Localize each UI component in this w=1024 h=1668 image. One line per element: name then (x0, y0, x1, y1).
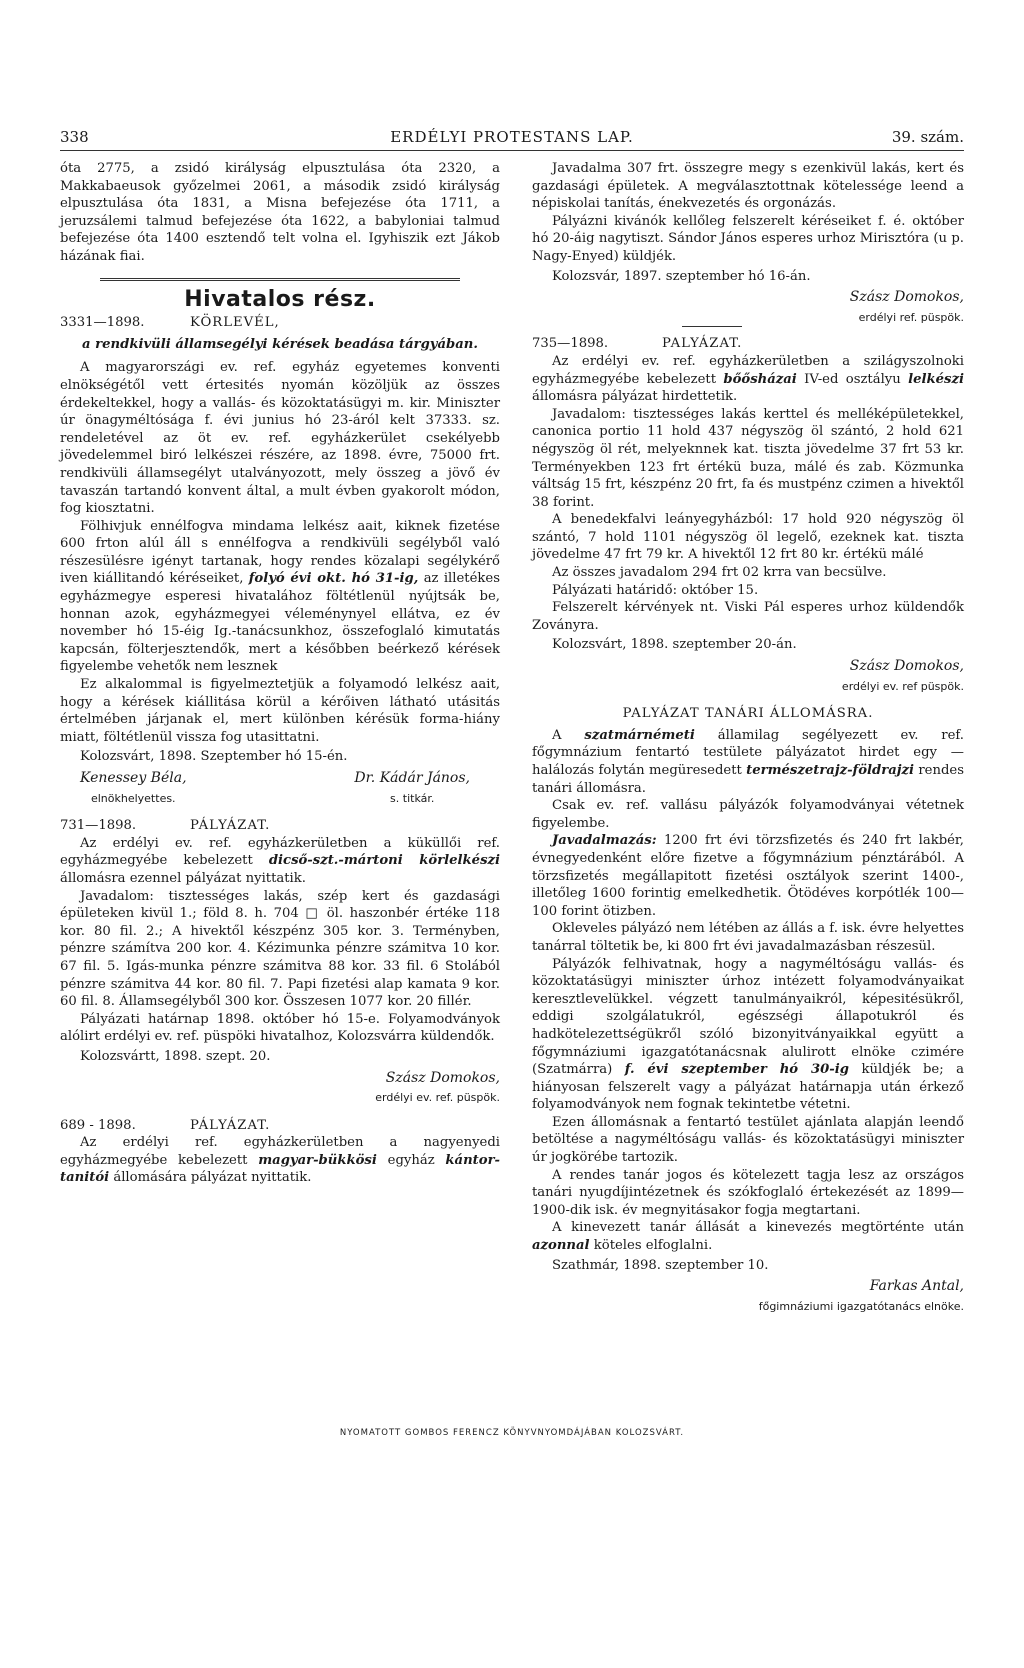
signature-block (532, 1278, 964, 1315)
signature-block (532, 658, 964, 695)
running-title: ERDÉLYI PROTESTANS LAP. (390, 128, 634, 146)
running-header (60, 128, 964, 150)
korlevel-signatures (60, 770, 500, 807)
notice-date: Kolozsvártt, 1898. szept. 20. (80, 1048, 271, 1064)
tanari-palyazat-title: PALYÁZAT TANÁRI ÁLLOMÁSRA. (622, 706, 874, 722)
notice-paragraph: A szatmárnémeti államilag segélyezett ev. ref. főgymnázium fentartó testülete pályázatot hirdet egy — halálozás folytán megüresedett természetrajz-földrajzi rendes tanári állomásra. (532, 727, 964, 796)
notice-paragraph: Ezen állomásnak a fentartó testület ajánlata alapján leendő betöltése a nagyméltóságu vallás- és közoktatásügyi miniszter úr jogkörébe tartozik. (532, 1114, 964, 1166)
section-divider (100, 278, 460, 281)
korlevel-paragraph: A magyarországi ev. ref. egyház egyetemes konventi elnökségétől vett értesités nyomán közöljük az összes érdekeltekkel, hogy a vallás- és közoktatásügyi m. kir. Miniszter úr önagyméltósága f. évi junius hó 23-áról kelt 37333. sz. rendeletével az öt ev. ref. egyházkerület csekélyebb jövedelemmel biró lelkészei részére, az 1898. évre, 75000 frt. rendkivüli államsegélyt utalványozott, mely összeg a jövő év tavaszán tartandó konvent által, a mult évben gyakorolt módon, fog kiosztatni. (60, 360, 500, 517)
post-name-emphasis: lelkészi (908, 371, 964, 387)
signature-block (354, 770, 470, 807)
village-emphasis: magyar-bükkösi (258, 1152, 377, 1168)
notice-paragraph: Javadalmazás: 1200 frt évi törzsfizetés és 240 frt lakbér, évnegyedenként előre fizetve a főgymnázium pénztárából. A törzsfizetés megállapitott fizetési osztályok szerint 1400-, illetőleg 1600 forintig emelkedhetik. Ötödéves korpótlék 100—100 forint ötizben. (532, 833, 964, 919)
deadline-emphasis: f. évi szeptember hó 30-ig (624, 1062, 850, 1078)
signatory-rank: elnökhelyettes. (90, 791, 176, 805)
post-name-emphasis: dicső-szt.-mártoni körlelkészi (268, 853, 500, 869)
notice-paragraph: Okleveles pályázó nem létében az állás a f. isk. évre helyettes tanárral töltetik be, ki 800 frt évi javadalmazásban részesül. (532, 921, 964, 954)
signatory-rank: erdélyi ev. ref püspök. (841, 679, 964, 693)
intro-paragraph: óta 2775, a zsidó királyság elpusztulása óta 2320, a Makkabaeusok győzelmei 2061, a második zsidó királyság elpusztulása óta 1831, a Misna befejezése óta 1711, a jeruzsálemi talmud befejezése óta 1622, a babyloniai talmud befejezése óta 1400 esztendő telt volna el. Igyhiszik ezt Jákob házának fiai. (60, 161, 500, 264)
deadline-emphasis: folyó évi okt. hó 31-ig, (248, 571, 419, 587)
palyazat-689-heading (60, 1117, 500, 1135)
notice-date: Kolozsvárt, 1898. szeptember 20-án. (552, 637, 797, 653)
notice-title: PÁLYÁZAT. (190, 1117, 271, 1133)
notice-number: 735—1898. (532, 336, 609, 352)
left-column (60, 160, 500, 1187)
notice-paragraph: Pályázati határnap 1898. október hó 15-e. Folyamodványok alólirt erdélyi ev. ref. püspöki hivatalhoz, Kolozsvárra küldendők. (60, 1011, 500, 1045)
notice-paragraph: Pályázati határidő: október 15. (552, 582, 759, 598)
korlevel-number: 3331—1898. (60, 315, 145, 331)
signatory-name: Dr. Kádár János, (354, 770, 470, 786)
signatory-name: Szász Domokos, (385, 1069, 500, 1086)
village-emphasis: bőősházai (723, 371, 797, 387)
signatory-name: Kenessey Béla, (80, 770, 187, 786)
right-column (532, 160, 964, 1315)
notice-paragraph: A rendes tanár jogos és kötelezett tagja lesz az országos tanári nyugdíjintézetnek és szókfoglaló értekezését az 1899—1900-dik isk. év megnyitásakor fogja megtartani. (532, 1167, 964, 1218)
signature-block (532, 289, 964, 326)
header-rule (60, 150, 964, 151)
notice-paragraph: Javadalma 307 frt. összegre megy s ezenkivül lakás, kert és gazdasági épületek. A megválasztottnak kötelessége leend a népiskolai tanítás, énekvezetés és orgonázás. (532, 161, 964, 212)
city-emphasis: szatmárnémeti (584, 727, 695, 743)
notice-paragraph: Javadalom: tisztességes lakás, szép kert és gazdasági épületeken kivül 1.; föld 8. h. 704 □ öl. haszonbér értéke 118 kor. 80 fil. 2.; A hivektől készpénz 305 kor. 3. Terményben, pénzre számítva 200 kor. 4. Kézimunka pénzre számitva 10 kor. 67 fil. 5. Igás-munka pénzre számitva 88 kor. 33 fil. 6 Stolából pénzre számitva 44 kor. 80 fil. 7. Papi fizetési alap kamata 9 kor. 60 fil. 8. Államsegélyből 300 kor. Összesen 1077 kor. 20 fillér. (60, 888, 500, 1010)
subject-emphasis: természetrajz-földrajzi (746, 763, 915, 778)
notice-paragraph: Javadalom: tisztességes lakás kerttel és melléképületekkel, canonica portio 11 hold 437 négyszög öl szántó, 2 hold 621 négyszög öl rét, melyeknnek kat. tiszta jövedelme 37 frt 53 kr. Terményekben 123 frt értékü buza, málé és zab. Közmunka váltság 15 frt, készpénz 20 frt, fa és mustpénz czimen a hivektől 38 forint. (532, 406, 964, 510)
issue-number: 39. szám. (891, 128, 964, 146)
notice-paragraph: A kinevezett tanár állását a kinevezés megtörténte után azonnal köteles elfoglalni. (532, 1220, 964, 1254)
section-title: Hivatalos rész. (184, 286, 376, 312)
notice-paragraph: Az erdélyi ref. egyházkerületben a nagyenyedi egyházmegyébe kebelezett magyar-bükkösi egyház kántor-tanitói állomására pályázat nyittatik. (60, 1135, 500, 1186)
printer-imprint: NYOMATOTT GOMBOS FERENCZ KÖNYVNYOMDÁJÁBAN KOLOZSVÁRT. (339, 1428, 685, 1438)
notice-title: PÁLYÁZAT. (190, 818, 271, 834)
palyazat-735-heading (532, 335, 964, 353)
signatory-rank: s. titkár. (390, 791, 435, 805)
notice-title: PALYÁZAT. (662, 336, 743, 352)
notice-paragraph: Az összes javadalom 294 frt 02 krra van becsülve. (552, 565, 887, 581)
korlevel-paragraph: Ez alkalommal is figyelmeztetjük a folyamodó lelkész aait, hogy a kérések kiállitása körül a kérőiven látható utásitás értelmében járjanak el, mert különben kérésük forma-hiány miatt, föltétlenül vissza fog utasittatni. (60, 677, 500, 745)
signature-block (80, 770, 187, 807)
immediately-emphasis: azonnal (532, 1238, 590, 1254)
signature-block (60, 1070, 500, 1107)
notice-paragraph: Az erdélyi ev. ref. egyházkerületben a szilágyszolnoki egyházmegyébe kebelezett bőősházai IV-ed osztályu lelkészi állomásra pályázat hirdettetik. (532, 353, 964, 405)
page-number: 338 (60, 128, 89, 146)
notice-paragraph: Csak ev. ref. vallásu pályázók folyamodványai vétetnek figyelembe. (532, 798, 964, 831)
signatory-rank: erdélyi ref. püspök. (858, 310, 964, 324)
korlevel-date: Kolozsvárt, 1898. Szeptember hó 15-én. (80, 749, 348, 765)
notice-paragraph: A benedekfalvi leányegyházból: 17 hold 920 négyszög öl szántó, 7 hold 1101 négyszög öl legelő, ezeknek kat. tiszta jövedelme 47 frt 79 kr. A hivektől 12 frt 80 kr. értékü málé (532, 512, 964, 563)
notice-number: 731—1898. (60, 818, 137, 834)
salary-label: Javadalmazás: (552, 833, 657, 849)
post-name-emphasis: kántor-tanitói (60, 1152, 500, 1186)
signatory-name: Szász Domokos, (849, 289, 964, 306)
korlevel-heading (60, 314, 500, 332)
signatory-rank: főgimnáziumi igazgatótanács elnöke. (758, 1299, 964, 1313)
notice-paragraph: Az erdélyi ev. ref. egyházkerületben a küküllői ref. egyházmegyébe kebelezett dicső-szt.-mártoni körlelkészi állomásra ezennel pályázat nyittatik. (60, 835, 500, 886)
korlevel-paragraph: Fölhivjuk ennélfogva mindama lelkész aait, kiknek fizetése 600 frton alúl áll s ennélfogva a rendkivüli segélyből való részesülésre igényt tartanak, hogy rendes közalapi segélykérő iven kiállitandó kéréseiket, folyó évi okt. hó 31-ig, az illetékes egyházmegye esperesi hivatalához föltétlenül nyújtsák be, honnan azok, egyházmegyei véleménynyel ellátva, ez év november hó 15-éig Ig.-tanácsunkhoz, összefoglaló kimutatás kapcsán, fölterjesztendők, mert a későbben beérkező kérések figyelembe vehetők nem lesznek (60, 518, 500, 675)
notice-paragraph: Pályázók felhivatnak, hogy a nagyméltóságu vallás- és közoktatásügyi miniszter úrhoz intézett folyamodványaikat keresztlevelükkel. végzett tanulmányaikról, képesitésükről, eddigi szolgálatukról, egészségi állapotukról és hadkötelezettségükről szóló bizonyitványaikkal együtt a főgymnáziumi igazgatótanácsnak alulirott elnöke czimére (Szatmárra) f. évi szeptember hó 30-ig küldjék be; a hiányosan felszerelt vagy a pályázat határnapja után érkező folyamodványok nem fognak tekintetbe vétetni. (532, 956, 964, 1113)
notice-date: Kolozsvár, 1897. szeptember hó 16-án. (552, 268, 811, 284)
notice-paragraph: Felszerelt kérvények nt. Viski Pál esperes urhoz küldendők Zoványra. (532, 600, 964, 633)
notice-paragraph: Pályázni kivánók kellőleg felszerelt kéréseiket f. é. október hó 20-áig nagytiszt. Sándor János esperes urhoz Mirisztóra (u p. Nagy-Enyed) küldjék. (532, 213, 964, 264)
korlevel-subtitle: a rendkivüli államsegélyi kérések beadása tárgyában. (82, 336, 478, 352)
korlevel-title: KÖRLEVÉL, (190, 315, 280, 331)
separator-rule (682, 326, 742, 327)
palyazat-731-heading (60, 817, 500, 835)
signatory-name: Szász Domokos, (849, 658, 964, 675)
signatory-rank: erdélyi ev. ref. püspök. (375, 1091, 500, 1105)
signatory-name: Farkas Antal, (869, 1278, 964, 1295)
notice-number: 689 - 1898. (60, 1117, 136, 1133)
notice-date: Szathmár, 1898. szeptember 10. (552, 1257, 769, 1273)
